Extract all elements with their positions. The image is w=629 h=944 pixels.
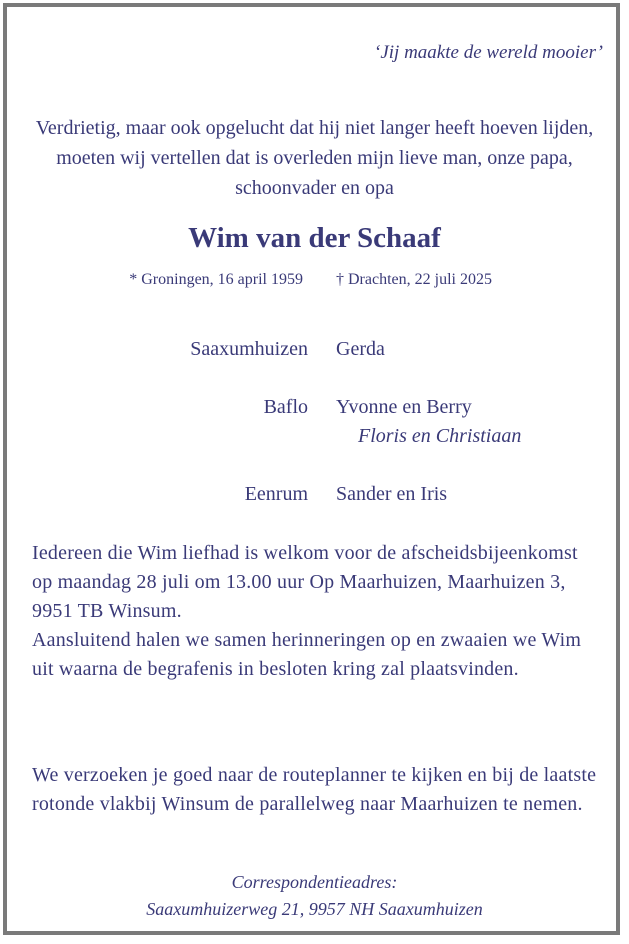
correspondence-block	[0, 869, 629, 923]
correspondence-label: Correspondentieadres:	[231, 872, 398, 892]
birth-info: * Groningen, 16 april 1959	[129, 271, 303, 288]
ceremony-paragraph	[32, 539, 602, 684]
family-person-2: Yvonne en Berry	[336, 396, 472, 418]
family-place-1: Saaxumhuizen	[190, 338, 308, 360]
family-grandchildren: Floris en Christiaan	[358, 425, 522, 447]
route-paragraph: We verzoeken je goed naar de routeplanner te kijken en bij de laatste rotonde vlakbij Winsum de parallelweg naar Maarhuizen te nemen.	[32, 764, 597, 815]
family-person-3: Sander en Iris	[336, 483, 448, 505]
farewell-text: Aansluitend halen we samen herinneringen op en zwaaien we Wim uit waarna de begrafenis in besloten kring zal plaatsvinden.	[32, 629, 582, 680]
ceremony-text: Iedereen die Wim liefhad is welkom voor de afscheidsbijeenkomst op maandag 28 juli om 13.00 uur Op Maarhuizen, Maarhuizen 3, 9951 TB Winsum.	[32, 542, 578, 622]
family-place-2: Baflo	[263, 396, 308, 418]
deceased-name: Wim van der Schaaf	[188, 222, 441, 254]
intro-text: Verdrietig, maar ook opgelucht dat hij niet langer heeft hoeven lijden, moeten wij vertellen dat is overleden mijn lieve man, onze papa, schoonvader en opa	[35, 117, 594, 199]
family-place-3: Eenrum	[244, 483, 308, 505]
death-info: † Drachten, 22 juli 2025	[336, 271, 492, 288]
family-person-1: Gerda	[336, 338, 385, 360]
correspondence-address: Saaxumhuizerweg 21, 9957 NH Saaxumhuizen	[146, 899, 483, 919]
motto-quote: ‘Jij maakte de wereld mooier’	[374, 42, 603, 63]
